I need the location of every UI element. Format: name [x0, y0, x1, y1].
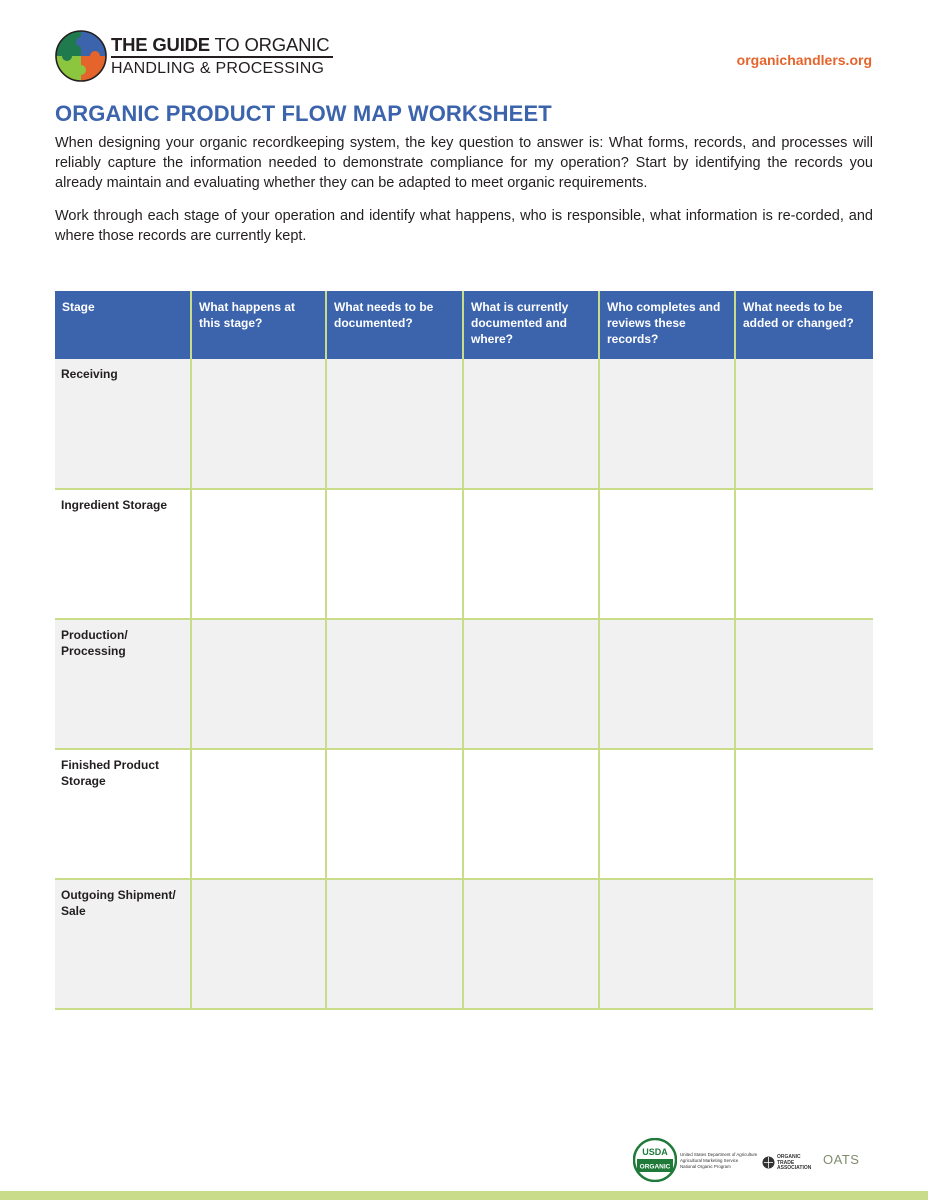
logo-line2: HANDLING & PROCESSING: [111, 59, 325, 77]
stage-label: Finished Product Storage: [55, 749, 191, 879]
worksheet-cell[interactable]: [735, 879, 873, 1009]
column-header-what-happens: What happens at this stage?: [191, 291, 326, 359]
usda-caption-line: United States Department of Agriculture: [680, 1152, 758, 1157]
logo-divider: [111, 56, 333, 58]
footer-bar: [0, 1191, 928, 1200]
ota-wordmark: [777, 1155, 811, 1172]
usda-organic-seal-icon: [633, 1138, 677, 1182]
worksheet-cell[interactable]: [191, 489, 326, 619]
website-link[interactable]: organichandlers.org: [736, 52, 872, 68]
worksheet-cell[interactable]: [599, 879, 735, 1009]
worksheet-cell[interactable]: [326, 879, 463, 1009]
worksheet-cell[interactable]: [326, 359, 463, 489]
worksheet-cell[interactable]: [599, 359, 735, 489]
worksheet-cell[interactable]: [463, 359, 599, 489]
usda-caption-line: National Organic Program: [680, 1164, 731, 1169]
worksheet-cell[interactable]: [735, 359, 873, 489]
guide-logo-icon: [55, 30, 107, 82]
ota-logo: [762, 1153, 814, 1173]
stage-label: Production/ Processing: [55, 619, 191, 749]
usda-seal-top-text: USDA: [642, 1147, 668, 1157]
table-header-row: [55, 291, 873, 359]
ota-wordmark-line: ORGANIC: [777, 1154, 801, 1160]
intro-paragraph-1: When designing your organic recordkeeping system, the key question to answer is: What forms, records, and processes will reliably capture the information needed to demonstrate compliance for my operation? Start by identifying the records you already maintain and evaluating whether they can be adapted to meet organic requirements.: [55, 135, 873, 191]
worksheet-cell[interactable]: [599, 489, 735, 619]
column-header-who-completes: Who completes and reviews these records?: [599, 291, 735, 359]
column-header-added-changed: What needs to be added or changed?: [735, 291, 873, 359]
worksheet-cell[interactable]: [191, 879, 326, 1009]
ota-wordmark-line: ASSOCIATION: [777, 1165, 812, 1171]
stage-label: Outgoing Shipment/ Sale: [55, 879, 191, 1009]
worksheet-cell[interactable]: [463, 879, 599, 1009]
worksheet-cell[interactable]: [599, 619, 735, 749]
column-header-needs-documented: What needs to be documented?: [326, 291, 463, 359]
worksheet-cell[interactable]: [463, 619, 599, 749]
logo-line1-rest: TO ORGANIC: [209, 34, 330, 55]
table-row: [55, 359, 873, 489]
column-header-currently-documented: What is currently documented and where?: [463, 291, 599, 359]
stage-label: Ingredient Storage: [55, 489, 191, 619]
worksheet-cell[interactable]: [599, 749, 735, 879]
worksheet-cell[interactable]: [326, 489, 463, 619]
page-title: ORGANIC PRODUCT FLOW MAP WORKSHEET: [55, 101, 552, 126]
logo-line1-bold: THE GUIDE: [111, 34, 210, 55]
ota-globe-icon: [762, 1156, 775, 1169]
worksheet-cell[interactable]: [191, 359, 326, 489]
worksheet-cell[interactable]: [191, 749, 326, 879]
worksheet-cell[interactable]: [463, 749, 599, 879]
stage-label: Receiving: [55, 359, 191, 489]
worksheet-cell[interactable]: [326, 749, 463, 879]
oats-logo: OATS: [823, 1152, 860, 1167]
usda-caption: [680, 1152, 757, 1170]
column-header-stage: Stage: [55, 291, 191, 359]
table-row: [55, 879, 873, 1009]
page-header: [55, 30, 873, 82]
table-row: [55, 619, 873, 749]
table-row: [55, 489, 873, 619]
table-row: [55, 749, 873, 879]
usda-seal-bottom-text: ORGANIC: [639, 1163, 671, 1171]
worksheet-cell[interactable]: [191, 619, 326, 749]
partner-logos: [633, 1138, 873, 1184]
worksheet-cell[interactable]: [735, 749, 873, 879]
worksheet-cell[interactable]: [463, 489, 599, 619]
worksheet-cell[interactable]: [735, 489, 873, 619]
worksheet-cell[interactable]: [735, 619, 873, 749]
intro-paragraph-2: Work through each stage of your operation and identify what happens, who is responsible, what information is re-corded, and where those records are currently kept.: [55, 208, 873, 244]
guide-logo-wordmark: [111, 35, 333, 77]
usda-caption-line: Agricultural Marketing Service: [680, 1158, 739, 1163]
worksheet-cell[interactable]: [326, 619, 463, 749]
flow-map-table: [55, 291, 873, 1010]
ota-wordmark-line: TRADE: [777, 1159, 795, 1166]
